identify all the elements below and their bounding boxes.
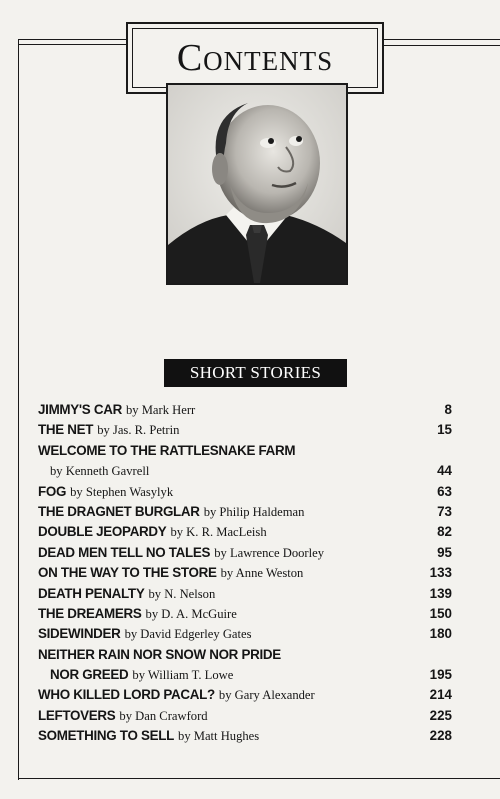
list-item: [38, 685, 452, 705]
story-page-number: 180: [429, 626, 452, 642]
story-page-number: 82: [437, 524, 452, 540]
story-page-number: 214: [429, 687, 452, 703]
section-header-short-stories: SHORT STORIES: [164, 359, 347, 387]
list-item: [38, 400, 452, 420]
story-page-number: 225: [429, 707, 452, 723]
story-title: NEITHER RAIN NOR SNOW NOR PRIDE: [38, 646, 281, 662]
story-page-number: 139: [429, 585, 452, 601]
portrait-illustration: [168, 85, 346, 283]
story-author: by D. A. McGuire: [145, 606, 237, 621]
portrait-photo: [166, 83, 348, 285]
story-title: FOG: [38, 483, 67, 499]
list-item: [38, 665, 452, 685]
story-author: by Stephen Wasylyk: [70, 484, 174, 499]
story-author: by Kenneth Gavrell: [50, 464, 150, 479]
story-page-number: 133: [429, 565, 452, 581]
frame-top-left-rule: [18, 39, 126, 40]
list-item: [38, 584, 452, 604]
frame-top-right-rule: [383, 39, 500, 46]
story-author: by Jas. R. Petrin: [97, 423, 180, 438]
list-item: [38, 482, 452, 502]
story-author: by David Edgerley Gates: [124, 627, 252, 642]
list-item: [38, 604, 452, 624]
story-page-number: 63: [437, 483, 452, 499]
frame-top-left-rule-2: [18, 44, 126, 45]
story-page-number: 8: [444, 402, 452, 417]
story-author: by K. R. MacLeish: [170, 525, 267, 540]
story-title: ON THE WAY TO THE STORE: [38, 565, 217, 581]
story-author: by Dan Crawford: [119, 708, 208, 723]
frame-left-rule: [18, 40, 19, 780]
story-author: by Lawrence Doorley: [214, 545, 324, 560]
story-page-number: 228: [429, 728, 452, 744]
story-page-number: 195: [429, 667, 452, 683]
list-item: [38, 563, 452, 583]
story-title: THE NET: [38, 422, 94, 438]
story-title: DEAD MEN TELL NO TALES: [38, 544, 211, 560]
story-title: DEATH PENALTY: [38, 585, 145, 601]
story-page-number: 44: [437, 463, 452, 479]
page-title: Contents: [176, 37, 334, 79]
story-author: by Anne Weston: [220, 566, 304, 581]
list-item: [38, 726, 452, 746]
story-title: THE DRAGNET BURGLAR: [38, 503, 200, 519]
list-item: [38, 522, 452, 542]
frame-bottom-rule: [18, 778, 500, 779]
story-title: NOR GREED: [50, 667, 129, 683]
story-title: THE DREAMERS: [38, 605, 142, 621]
story-author: by William T. Lowe: [132, 668, 234, 683]
story-author: by Philip Haldeman: [203, 504, 305, 519]
story-page-number: 15: [437, 422, 452, 438]
story-author: by Gary Alexander: [218, 688, 315, 703]
list-item: [38, 706, 452, 726]
story-title: DOUBLE JEOPARDY: [38, 524, 167, 540]
story-page-number: 73: [437, 503, 452, 519]
story-title: LEFTOVERS: [38, 707, 116, 723]
list-item: [38, 441, 452, 461]
story-page-number: 95: [437, 544, 452, 560]
story-title: WELCOME TO THE RATTLESNAKE FARM: [38, 442, 296, 458]
contents-list: [38, 400, 452, 747]
story-author: by Mark Herr: [125, 403, 196, 417]
story-title: SOMETHING TO SELL: [38, 728, 175, 744]
story-author: by Matt Hughes: [178, 729, 260, 744]
story-author: by N. Nelson: [148, 586, 216, 601]
list-item: [38, 420, 452, 440]
story-title: SIDEWINDER: [38, 626, 121, 642]
title-inner-frame: [132, 28, 378, 88]
list-item: [38, 502, 452, 522]
list-item: [38, 461, 452, 481]
story-title: JIMMY'S CAR: [38, 402, 122, 417]
list-item: [38, 645, 452, 665]
list-item: [38, 624, 452, 644]
story-title: WHO KILLED LORD PACAL?: [38, 687, 215, 703]
story-page-number: 150: [429, 605, 452, 621]
list-item: [38, 543, 452, 563]
